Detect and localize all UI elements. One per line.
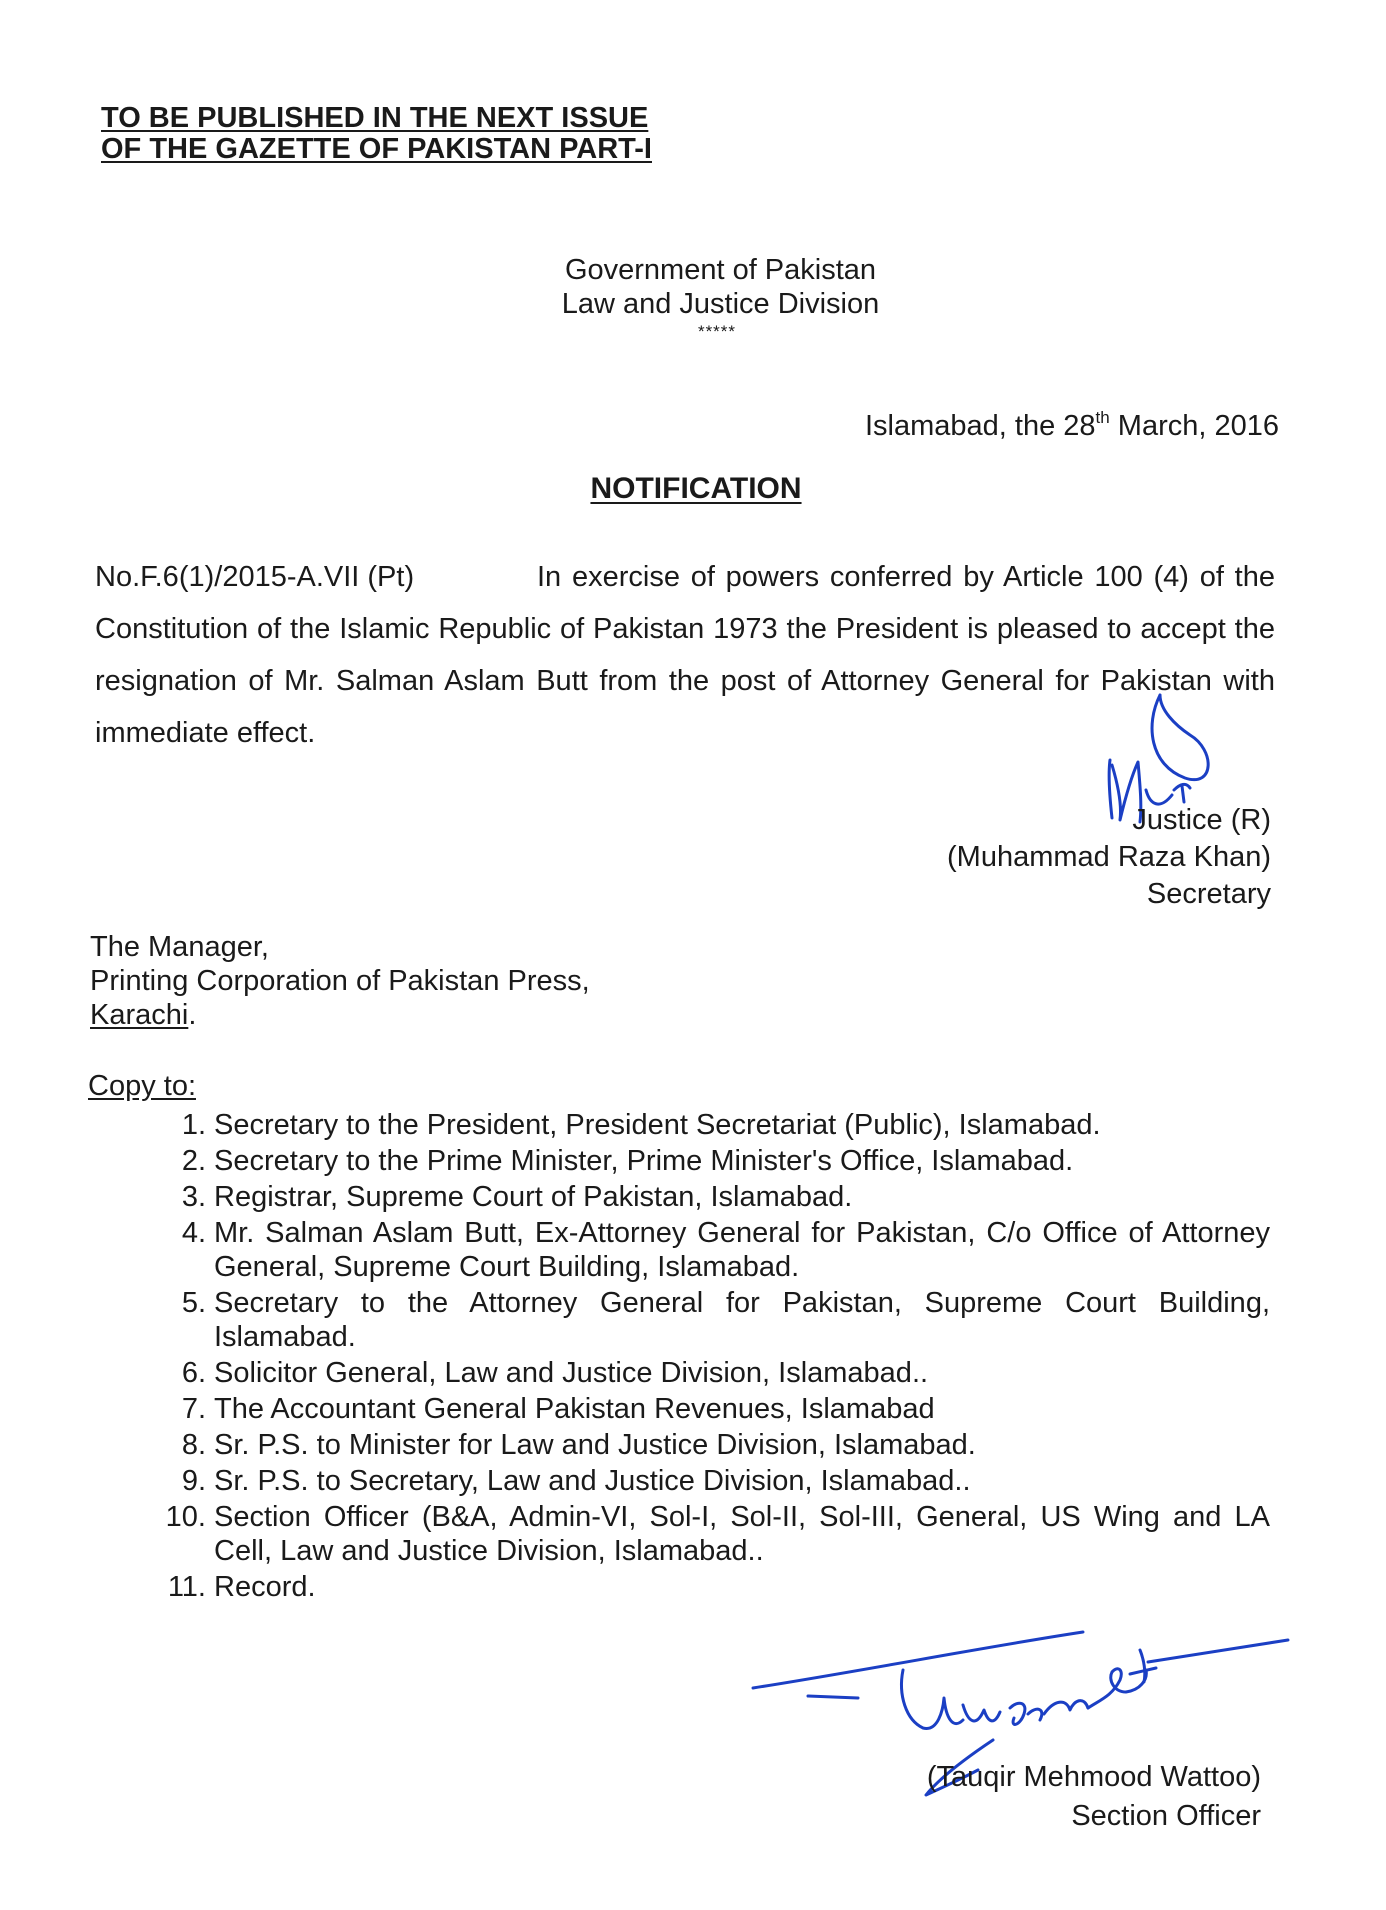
signatory-designation: Secretary <box>1146 878 1271 910</box>
dateline-suffix: th <box>1095 408 1110 427</box>
list-item <box>160 1464 1270 1498</box>
addressee-line2: Printing Corporation of Pakistan Press, <box>90 965 590 997</box>
reference-number: No.F.6(1)/2015-A.VII (Pt) <box>95 561 415 593</box>
list-item <box>160 1570 1270 1604</box>
list-item <box>160 1286 1270 1354</box>
list-item-text: Sr. P.S. to Secretary, Law and Justice Division, Islamabad.. <box>214 1465 971 1497</box>
list-item <box>160 1500 1270 1568</box>
signatory-name: (Muhammad Raza Khan) <box>947 841 1271 873</box>
list-item-number: 9. <box>181 1465 206 1497</box>
list-item-text: Solicitor General, Law and Justice Division, Islamabad.. <box>214 1357 929 1389</box>
signatory-title: Justice (R) <box>1132 804 1271 836</box>
list-item-text: Section Officer (B&A, Admin-VI, Sol-I, Sol-II, Sol-III, General, US Wing and LA Cell, Law and Justice Division, Islamabad.. <box>214 1501 1270 1567</box>
list-item <box>160 1180 1270 1214</box>
gazette-heading-line2: OF THE GAZETTE OF PAKISTAN PART-I <box>101 133 652 165</box>
list-item-text: The Accountant General Pakistan Revenues, Islamabad <box>214 1393 935 1425</box>
list-item <box>160 1144 1270 1178</box>
list-item-text: Secretary to the Prime Minister, Prime Minister's Office, Islamabad. <box>214 1145 1074 1177</box>
list-item-number: 5. <box>181 1287 206 1319</box>
list-item-number: 11. <box>167 1571 206 1603</box>
list-item-number: 10. <box>165 1501 206 1533</box>
list-item-text: Mr. Salman Aslam Butt, Ex-Attorney General for Pakistan, C/o Office of Attorney General, Supreme Court Building, Islamabad. <box>214 1217 1270 1283</box>
notification-title: NOTIFICATION <box>590 472 802 505</box>
list-item-text: Record. <box>214 1571 316 1603</box>
issuer-separator: ***** <box>697 322 737 341</box>
issuer-division: Law and Justice Division <box>561 288 880 320</box>
list-item-number: 3. <box>181 1181 206 1213</box>
dateline-rest: March, 2016 <box>1109 410 1279 442</box>
section-officer-designation: Section Officer <box>1071 1800 1261 1832</box>
dateline <box>865 410 1279 443</box>
list-item <box>160 1356 1270 1390</box>
list-item-number: 8. <box>181 1429 206 1461</box>
copy-to-label: Copy to: <box>88 1070 196 1102</box>
list-item <box>160 1428 1270 1462</box>
gazette-heading-line1: TO BE PUBLISHED IN THE NEXT ISSUE <box>101 102 649 134</box>
gazette-heading <box>101 103 652 165</box>
list-item <box>160 1216 1270 1284</box>
list-item-number: 6. <box>181 1357 206 1389</box>
section-officer-block <box>927 1758 1261 1836</box>
notification-text: In exercise of powers conferred by Article 100 (4) of the Constitution of the Islamic Republic of Pakistan 1973 the President is pleased to accept the resignation of Mr. Salman Aslam Butt from the post of Attorney General for Pakistan with immediate effect. <box>95 561 1275 749</box>
list-item-number: 7. <box>181 1393 206 1425</box>
section-officer-name: (Tauqir Mehmood Wattoo) <box>926 1761 1261 1793</box>
addressee-line1: The Manager, <box>90 931 269 963</box>
addressee-city: Karachi <box>90 999 189 1031</box>
issuer-government: Government of Pakistan <box>564 254 877 286</box>
addressee-city-line <box>90 998 590 1032</box>
signatory-block <box>947 802 1271 913</box>
list-item-number: 1. <box>181 1109 206 1141</box>
list-item-number: 4. <box>181 1217 206 1249</box>
list-item <box>160 1108 1270 1142</box>
list-item-text: Registrar, Supreme Court of Pakistan, Islamabad. <box>214 1181 853 1213</box>
list-item-text: Secretary to the Attorney General for Pakistan, Supreme Court Building, Islamabad. <box>214 1287 1270 1353</box>
dateline-prefix: Islamabad, the 28 <box>865 410 1096 442</box>
list-item <box>160 1392 1270 1426</box>
list-item-text: Secretary to the President, President Secretariat (Public), Islamabad. <box>214 1109 1101 1141</box>
addressee-block <box>90 930 590 1032</box>
list-item-number: 2. <box>181 1145 206 1177</box>
addressee-city-punct: . <box>188 999 197 1031</box>
copy-to-list <box>160 1108 1270 1606</box>
list-item-text: Sr. P.S. to Minister for Law and Justice Division, Islamabad. <box>214 1429 976 1461</box>
